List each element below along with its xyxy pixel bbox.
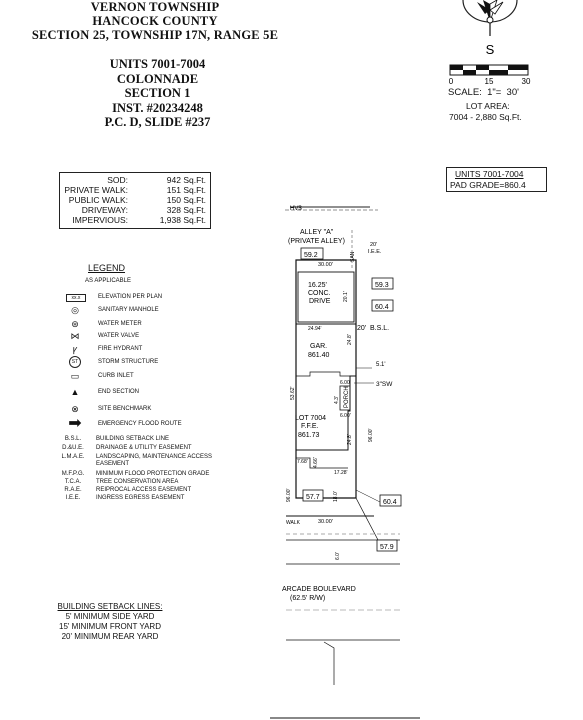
porch-width: 6.00' bbox=[340, 380, 351, 386]
abbreviation-key: B.S.L. bbox=[64, 436, 82, 442]
legend-subtitle: AS APPLICABLE bbox=[85, 278, 132, 284]
quantity-label: PRIVATE WALK: bbox=[64, 185, 128, 195]
setback-front: 15' MINIMUM FRONT YARD bbox=[59, 622, 161, 631]
street-row: (62.5' R/W) bbox=[290, 595, 326, 602]
end-section-icon: ▲ bbox=[70, 387, 80, 397]
legend-item-label: SANITARY MANHOLE bbox=[98, 307, 159, 313]
header-line-section: SECTION 25, TOWNSHIP 17N, RANGE 5E bbox=[31, 28, 279, 42]
abbreviation-key: T.C.A. bbox=[64, 479, 82, 485]
abbreviation-value: INGRESS EGRESS EASEMENT bbox=[96, 495, 185, 501]
abbreviation-value: REIPROCAL ACCESS EASEMENT bbox=[96, 487, 192, 493]
legend-item-label: EMERGENCY FLOOD ROUTE bbox=[98, 421, 182, 427]
curb-inlet-icon: ▭ bbox=[70, 371, 80, 381]
scale-tick-15: 15 bbox=[484, 77, 494, 85]
porch-bottom-width: 6.00' bbox=[340, 413, 351, 419]
legend-item bbox=[66, 403, 266, 417]
fire-hydrant-icon: ꝩ bbox=[72, 344, 78, 354]
quantity-label: PUBLIC WALK: bbox=[68, 195, 128, 205]
side-yard-dimension: 5.1' bbox=[376, 362, 386, 368]
quantity-label: IMPERVIOUS: bbox=[72, 215, 128, 225]
water-valve-icon: ⋈ bbox=[70, 331, 80, 341]
bottom-width-dimension: 30.00' bbox=[318, 519, 333, 525]
abbreviation-key: R.A.E. bbox=[64, 487, 82, 493]
pad-box-title: UNITS 7001-7004 bbox=[455, 169, 524, 179]
garage-width: 24.94' bbox=[308, 326, 322, 332]
legend-item-label: WATER METER bbox=[98, 321, 142, 327]
notch-depth: 4.66' bbox=[313, 457, 319, 468]
walk-label: WALK bbox=[286, 520, 300, 526]
abbreviation-key: L.M.A.E. bbox=[61, 454, 85, 460]
abbreviation-value: TREE CONSERVATION AREA bbox=[96, 479, 179, 485]
walk-width: 6.0' bbox=[335, 552, 341, 560]
pad-grade-box bbox=[446, 167, 547, 192]
legend-item-label: SITE BENCHMARK bbox=[98, 406, 152, 412]
garage-depth: 24.8' bbox=[347, 334, 353, 345]
sanitary-label: SAN bbox=[350, 251, 356, 262]
top-width-dimension: 30.00' bbox=[318, 262, 333, 268]
legend-item-label: END SECTION bbox=[98, 389, 140, 395]
quantity-label: SOD: bbox=[107, 175, 128, 185]
lot-depth-left: 96.00' bbox=[286, 488, 292, 502]
front-width: 17.28' bbox=[334, 470, 348, 476]
lot-area-title: LOT AREA: bbox=[466, 101, 510, 111]
legend-item bbox=[66, 291, 266, 305]
scale-tick-30: 30 bbox=[521, 77, 531, 85]
drive-depth: 20.1' bbox=[343, 291, 349, 302]
legend-item-label: STORM STRUCTURE bbox=[98, 359, 159, 365]
pad-grade-value: PAD GRADE=860.4 bbox=[450, 180, 526, 190]
storm-structure-glyph: ST bbox=[69, 356, 81, 368]
elev-drive-right: 60.4 bbox=[375, 304, 389, 311]
north-arrow-label: S bbox=[485, 42, 495, 57]
quantities-table bbox=[59, 172, 211, 229]
water-meter-icon: ⊛ bbox=[71, 319, 79, 329]
street-name: ARCADE BOULEVARD bbox=[282, 586, 356, 593]
sidewalk-width: 3"SW bbox=[376, 381, 393, 388]
lot-area-value: 7004 - 2,880 Sq.Ft. bbox=[449, 112, 522, 122]
bsl-label: B.S.L. bbox=[370, 325, 390, 332]
site-plan-drawing bbox=[250, 190, 420, 720]
legend-item-label: ELEVATION PER PLAN bbox=[98, 294, 163, 300]
bsl-dimension: 20' bbox=[357, 325, 367, 332]
units-title-line: UNITS 7001-7004 bbox=[109, 57, 206, 71]
quantity-row bbox=[60, 185, 210, 195]
garage-label: GAR. bbox=[310, 343, 328, 350]
abbreviation-value: MINIMUM FLOOD PROTECTION GRADE bbox=[96, 471, 210, 477]
abbreviation-key: M.F.P.G. bbox=[61, 471, 85, 477]
scale-text: SCALE: 1"= 30' bbox=[448, 87, 519, 98]
quantity-value: 328 Sq.Ft. bbox=[166, 205, 206, 215]
garage-elevation: 861.40 bbox=[308, 352, 330, 359]
quantity-value: 1,938 Sq.Ft. bbox=[159, 215, 206, 225]
setback-rear: 20' MINIMUM REAR YARD bbox=[61, 632, 159, 641]
lot-number: LOT 7004 bbox=[295, 415, 327, 422]
quantity-label: DRIVEWAY: bbox=[81, 205, 128, 215]
porch-depth: 4.3' bbox=[334, 396, 340, 404]
abbreviation-value: BUILDING SETBACK LINE bbox=[96, 436, 170, 442]
quantity-value: 150 Sq.Ft. bbox=[166, 195, 206, 205]
subdivision-name: COLONNADE bbox=[116, 71, 199, 86]
storm-structure-icon bbox=[66, 356, 84, 368]
sanitary-manhole-icon: ◎ bbox=[71, 305, 79, 315]
legend-item bbox=[66, 330, 266, 344]
ffe-label: F.F.E. bbox=[301, 423, 319, 430]
units-title-block bbox=[70, 57, 245, 130]
drive-width: 16.25' bbox=[308, 282, 327, 289]
legend-item bbox=[66, 304, 266, 318]
legend-item bbox=[66, 356, 266, 370]
alley-sublabel: (PRIVATE ALLEY) bbox=[288, 238, 345, 245]
legend-item bbox=[66, 343, 266, 357]
scale-tick-0: 0 bbox=[448, 77, 454, 85]
quantity-row bbox=[60, 175, 210, 185]
scale-bar bbox=[448, 63, 532, 85]
north-arrow-icon bbox=[455, 0, 525, 60]
setback-side: 5' MINIMUM SIDE YARD bbox=[65, 612, 155, 621]
abbreviation-value: LANDSCAPING, MAINTENANCE ACCESS EASEMENT bbox=[96, 454, 213, 467]
legend-item-label: FIRE HYDRANT bbox=[98, 346, 143, 352]
walk-elevation: 57.9 bbox=[380, 544, 394, 551]
abbreviation-value: DRAINAGE & UTILITY EASEMENT bbox=[96, 445, 192, 451]
iee-label: I.E.E. bbox=[368, 249, 382, 255]
porch-label: PORCH bbox=[344, 386, 350, 408]
ffe-elevation: 861.73 bbox=[298, 432, 320, 439]
alley-utility-marker: HV$ bbox=[290, 206, 302, 212]
elev-top-left: 59.2 bbox=[304, 252, 318, 259]
legend-item bbox=[66, 415, 266, 432]
alley-label: ALLEY "A" bbox=[300, 229, 334, 236]
house-depth: 24.8' bbox=[347, 434, 353, 445]
instrument-number: INST. #20234248 bbox=[112, 100, 203, 115]
quantity-value: 942 Sq.Ft. bbox=[166, 175, 206, 185]
abbreviation-key: I.E.E. bbox=[65, 495, 81, 501]
plat-cabinet-slide: P.C. D, SLIDE #237 bbox=[104, 115, 211, 129]
quantity-row bbox=[60, 215, 210, 225]
setback-title: BUILDING SETBACK LINES: bbox=[57, 602, 163, 611]
section-number: SECTION 1 bbox=[124, 86, 191, 100]
iee-dimension: 20' bbox=[370, 242, 378, 248]
header-line-county: HANCOCK COUNTY bbox=[92, 14, 218, 28]
legend-item bbox=[66, 386, 266, 400]
quantity-row bbox=[60, 195, 210, 205]
drive-material: CONC. bbox=[308, 290, 331, 297]
quantity-value: 151 Sq.Ft. bbox=[166, 185, 206, 195]
quantity-row bbox=[60, 205, 210, 215]
notch-width: 7.68' bbox=[297, 459, 308, 465]
legend-item-label: WATER VALVE bbox=[98, 333, 140, 339]
header-line-township: VERNON TOWNSHIP bbox=[90, 0, 220, 14]
lot-depth-right: 96.00' bbox=[368, 428, 374, 442]
setback-lines-block bbox=[40, 602, 180, 642]
left-depth-dimension: 53.62' bbox=[290, 386, 296, 400]
legend-item-label: CURB INLET bbox=[98, 373, 134, 379]
abbreviation-key: D.&U.E. bbox=[62, 445, 84, 451]
front-yard-depth: 18.0' bbox=[333, 491, 339, 502]
elev-front-left: 57.7 bbox=[306, 494, 320, 501]
elevation-box-icon: xx.x bbox=[66, 294, 86, 302]
site-benchmark-icon: ⊗ bbox=[71, 404, 79, 414]
flood-route-arrow-icon: ➡ bbox=[68, 415, 82, 432]
drive-label: DRIVE bbox=[309, 298, 331, 305]
header-block bbox=[20, 0, 290, 42]
elev-top-right: 59.3 bbox=[375, 282, 389, 289]
legend-item bbox=[66, 370, 266, 384]
legend-title: LEGEND bbox=[88, 263, 126, 273]
elev-front-right: 60.4 bbox=[383, 499, 397, 506]
